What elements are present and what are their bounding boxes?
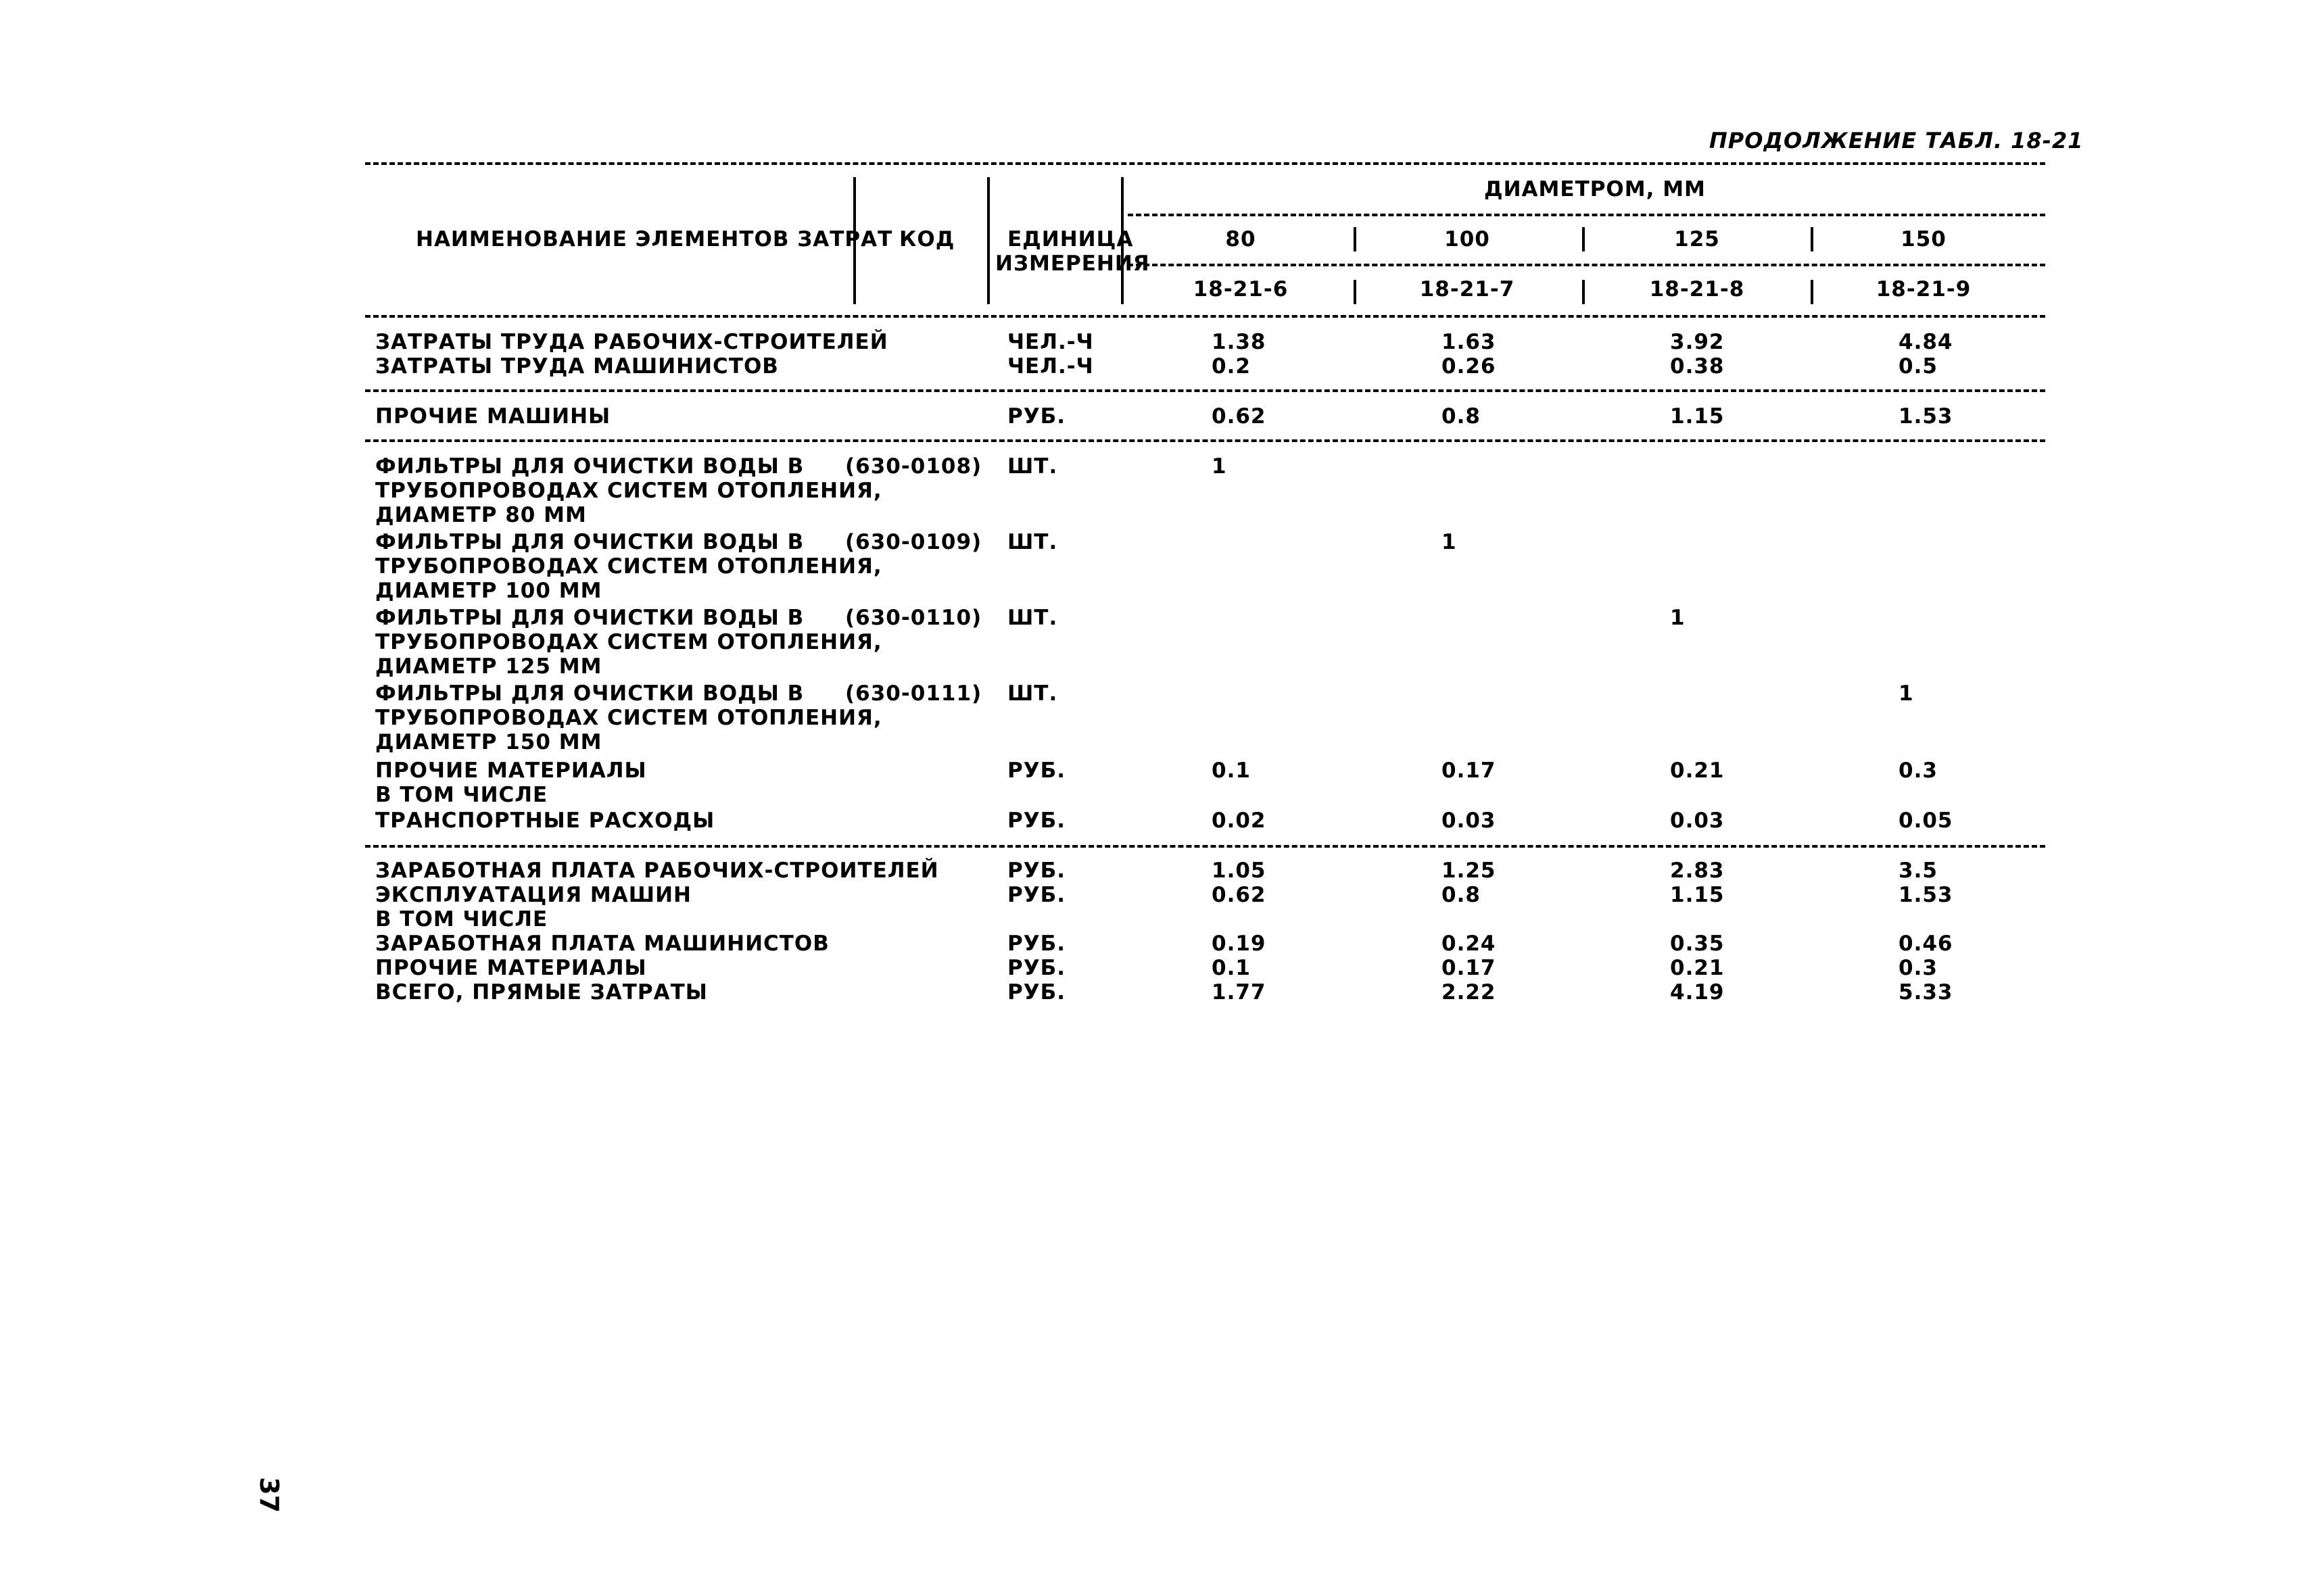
row-value: 0.8 [1441,404,1481,429]
row-name: ЭКСПЛУАТАЦИЯ МАШИН [375,883,692,907]
row-resource-code: (630-0109) [845,530,982,554]
row-value: 0.35 [1670,932,1725,956]
row-name-line: ФИЛЬТРЫ ДЛЯ ОЧИСТКИ ВОДЫ В [375,454,805,479]
row-value: 0.17 [1441,956,1496,980]
row-value: 1 [1899,681,1914,706]
row-unit: РУБ. [1007,980,1066,1005]
header-norm-code: 18-21-8 [1649,277,1745,301]
header-diameter: 150 [1901,227,1947,251]
row-unit: ЧЕЛ.-Ч [1007,354,1094,379]
row-value: 1.77 [1212,980,1266,1005]
row-value: 0.38 [1670,354,1725,379]
row-value: 1.15 [1670,883,1725,907]
row-name: ПРОЧИЕ МАТЕРИАЛЫ [375,956,647,980]
header-norm-code: 18-21-6 [1193,277,1289,301]
header-top-rule [365,162,2045,165]
row-unit: РУБ. [1007,808,1066,833]
row-value: 0.62 [1212,404,1266,429]
row-unit: ЧЕЛ.-Ч [1007,330,1094,354]
row-name: ПРОЧИЕ МАТЕРИАЛЫ [375,758,647,783]
row-unit: ШТ. [1007,530,1058,554]
row-value: 0.05 [1899,808,1953,833]
row-name: ПРОЧИЕ МАШИНЫ [375,404,611,429]
row-value: 0.17 [1441,758,1496,783]
row-value: 1.63 [1441,330,1496,354]
row-unit: ШТ. [1007,454,1058,479]
section-rule [365,439,2045,442]
row-name-line: ТРУБОПРОВОДАХ СИСТЕМ ОТОПЛЕНИЯ, [375,630,882,654]
row-name-line: ДИАМЕТР 125 ММ [375,654,602,679]
row-value: 0.1 [1212,956,1251,980]
row-value: 1 [1441,530,1457,554]
row-resource-code: (630-0110) [845,606,982,630]
row-unit: ШТ. [1007,606,1058,630]
row-value: 0.3 [1899,758,1938,783]
row-value: 0.3 [1899,956,1938,980]
row-value: 3.92 [1670,330,1725,354]
row-value: 1.25 [1441,859,1496,883]
row-name-line: ТРУБОПРОВОДАХ СИСТЕМ ОТОПЛЕНИЯ, [375,479,882,503]
row-value: 5.33 [1899,980,1953,1005]
header-group-rule [1128,214,2045,216]
row-resource-code: (630-0108) [845,454,982,479]
row-unit: РУБ. [1007,404,1066,429]
row-name-line: ФИЛЬТРЫ ДЛЯ ОЧИСТКИ ВОДЫ В [375,530,805,554]
header-separator [1354,280,1356,304]
header-unit-line1: ЕДИНИЦА [1007,227,1134,251]
row-name-line: ФИЛЬТРЫ ДЛЯ ОЧИСТКИ ВОДЫ В [375,606,805,630]
header-separator [1582,280,1585,304]
header-separator [987,177,990,304]
row-value: 1.38 [1212,330,1266,354]
row-name-line: ТРУБОПРОВОДАХ СИСТЕМ ОТОПЛЕНИЯ, [375,554,882,579]
header-name-column: НАИМЕНОВАНИЕ ЭЛЕМЕНТОВ ЗАТРАТ [416,227,893,251]
row-name: ЗАТРАТЫ ТРУДА РАБОЧИХ-СТРОИТЕЛЕЙ [375,330,888,354]
row-value: 0.46 [1899,932,1953,956]
row-name-line: ДИАМЕТР 100 ММ [375,579,602,603]
header-code-column: КОД [899,227,955,251]
row-unit: РУБ. [1007,859,1066,883]
header-separator [1811,280,1813,304]
table-caption: ПРОДОЛЖЕНИЕ ТАБЛ. 18-21 [1709,128,2084,153]
row-value: 0.24 [1441,932,1496,956]
row-unit: РУБ. [1007,956,1066,980]
row-name: ЗАРАБОТНАЯ ПЛАТА МАШИНИСТОВ [375,932,830,956]
row-value: 0.1 [1212,758,1251,783]
row-value: 4.19 [1670,980,1725,1005]
row-unit: ШТ. [1007,681,1058,706]
row-value: 2.22 [1441,980,1496,1005]
row-value: 0.03 [1441,808,1496,833]
row-name-line: ДИАМЕТР 150 ММ [375,730,602,754]
row-value: 2.83 [1670,859,1725,883]
header-diameter: 100 [1444,227,1490,251]
header-codes-rule [1128,264,2045,266]
row-value: 1 [1670,606,1686,630]
header-diameter: 125 [1674,227,1720,251]
row-value: 0.21 [1670,956,1725,980]
row-value: 1.15 [1670,404,1725,429]
header-separator [1354,227,1356,251]
row-name: ТРАНСПОРТНЫЕ РАСХОДЫ [375,808,715,833]
header-norm-code: 18-21-9 [1876,277,1972,301]
row-name: ЗАРАБОТНАЯ ПЛАТА РАБОЧИХ-СТРОИТЕЛЕЙ [375,859,939,883]
row-unit: РУБ. [1007,883,1066,907]
header-norm-code: 18-21-7 [1419,277,1515,301]
row-name-line: ФИЛЬТРЫ ДЛЯ ОЧИСТКИ ВОДЫ В [375,681,805,706]
row-value: 4.84 [1899,330,1953,354]
header-bottom-rule [365,315,2045,318]
row-value: 0.5 [1899,354,1938,379]
header-separator [1811,227,1813,251]
row-value: 0.26 [1441,354,1496,379]
row-value: 0.62 [1212,883,1266,907]
row-value: 3.5 [1899,859,1938,883]
row-value: 0.21 [1670,758,1725,783]
row-resource-code: (630-0111) [845,681,982,706]
row-name: В ТОМ ЧИСЛЕ [375,907,548,932]
header-separator [1582,227,1585,251]
header-unit-line2: ИЗМЕРЕНИЯ [995,251,1150,276]
row-name: В ТОМ ЧИСЛЕ [375,783,548,807]
row-value: 0.03 [1670,808,1725,833]
header-diameter-group: ДИАМЕТРОМ, ММ [1484,177,1706,201]
row-unit: РУБ. [1007,758,1066,783]
row-name-line: ТРУБОПРОВОДАХ СИСТЕМ ОТОПЛЕНИЯ, [375,706,882,730]
page-number: 37 [254,1477,284,1513]
row-unit: РУБ. [1007,932,1066,956]
row-name: ВСЕГО, ПРЯМЫЕ ЗАТРАТЫ [375,980,708,1005]
section-rule [365,389,2045,392]
row-value: 1.53 [1899,404,1953,429]
row-value: 1 [1212,454,1227,479]
header-diameter: 80 [1225,227,1256,251]
row-value: 1.53 [1899,883,1953,907]
row-value: 0.19 [1212,932,1266,956]
row-value: 0.8 [1441,883,1481,907]
row-name-line: ДИАМЕТР 80 ММ [375,503,587,527]
section-rule [365,845,2045,848]
row-value: 0.2 [1212,354,1251,379]
row-value: 1.05 [1212,859,1266,883]
row-name: ЗАТРАТЫ ТРУДА МАШИНИСТОВ [375,354,779,379]
row-value: 0.02 [1212,808,1266,833]
